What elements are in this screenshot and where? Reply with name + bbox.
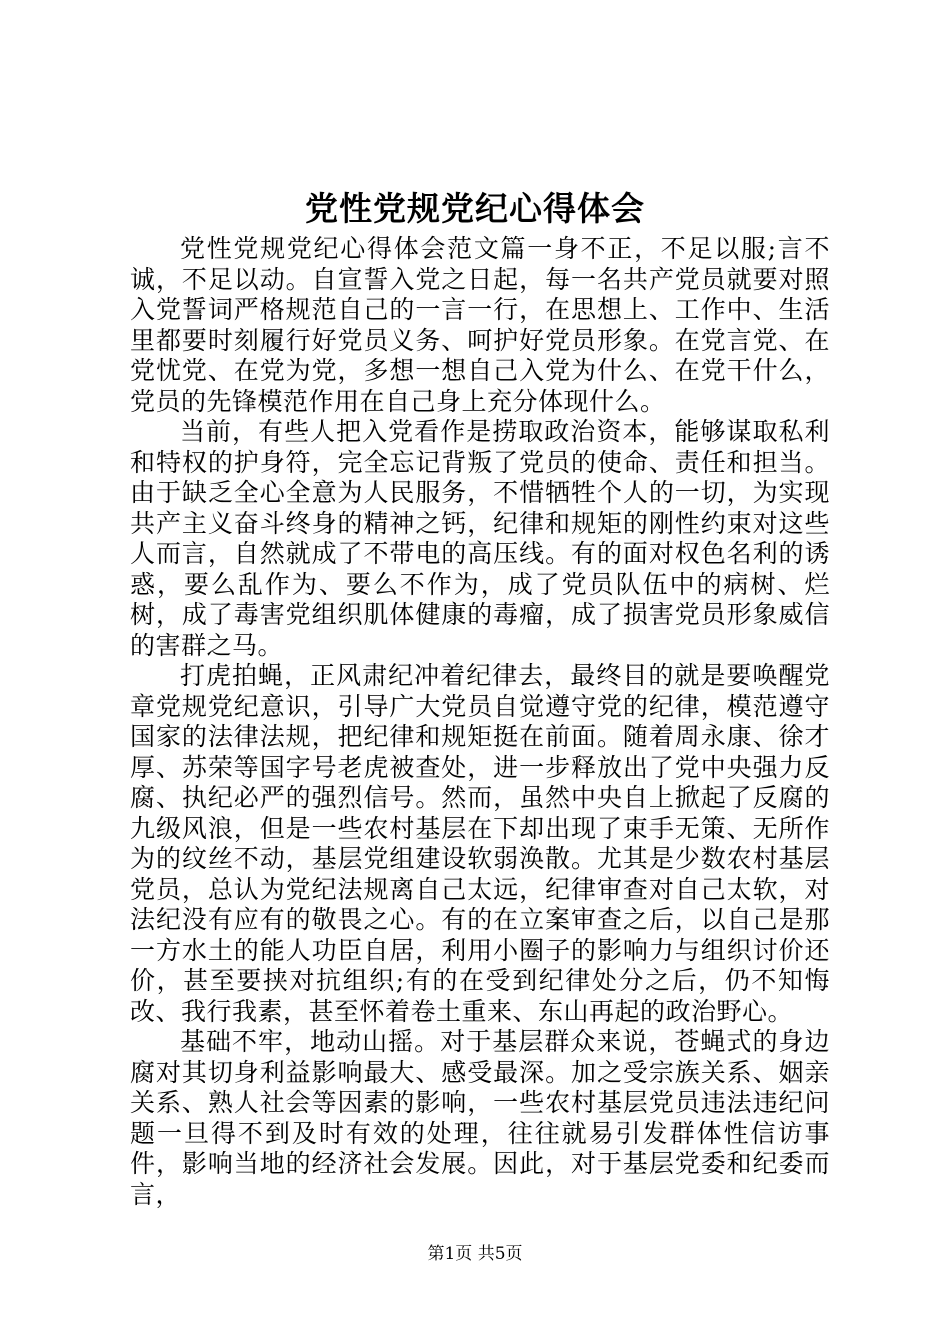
page-number-footer: 第1页 共5页 (427, 1244, 523, 1264)
paragraph-4: 基础不牢，地动山摇。对于基层群众来说，苍蝇式的身边腐对其切身利益影响最大、感受最深。加之受宗族关系、姻亲关系、熟人社会等因素的影响，一些农村基层党员违法违纪问题一旦得不到及时有效的处理，往往就易引发群体性信访事件，影响当地的经济社会发展。因此，对于基层党委和纪委而言， (130, 1027, 830, 1209)
document-body (130, 234, 830, 1210)
paragraph-2: 当前，有些人把入党看作是捞取政治资本，能够谋取私利和特权的护身符，完全忘记背叛了党员的使命、责任和担当。由于缺乏全心全意为人民服务，不惜牺牲个人的一切，为实现共产主义奋斗终身的精神之钙，纪律和规矩的刚性约束对这些人而言，自然就成了不带电的高压线。有的面对权色名利的诱惑，要么乱作为、要么不作为，成了党员队伍中的病树、烂树，成了毒害党组织肌体健康的毒瘤，成了损害党员形象威信的害群之马。 (130, 417, 830, 660)
document-title: 党性党规党纪心得体会 (305, 189, 645, 228)
paragraph-3: 打虎拍蝇，正风肃纪冲着纪律去，最终目的就是要唤醒党章党规党纪意识，引导广大党员自觉遵守党的纪律，模范遵守国家的法律法规，把纪律和规矩挺在前面。随着周永康、徐才厚、苏荣等国字号老虎被查处，进一步释放出了党中央强力反腐、执纪必严的强烈信号。然而，虽然中央自上掀起了反腐的九级风浪，但是一些农村基层在下却出现了束手无策、无所作为的纹丝不动，基层党组建设软弱涣散。尤其是少数农村基层党员，总认为党纪法规离自己太远，纪律审查对自己太软，对法纪没有应有的敬畏之心。有的在立案审查之后，以自己是那一方水土的能人功臣自居，利用小圈子的影响力与组织讨价还价，甚至要挟对抗组织;有的在受到纪律处分之后，仍不知悔改、我行我素，甚至怀着卷土重来、东山再起的政治野心。 (130, 661, 830, 1026)
paragraph-1: 党性党规党纪心得体会范文篇一身不正，不足以服;言不诚，不足以动。自宣誓入党之日起，每一名共产党员就要对照入党誓词严格规范自己的一言一行，在思想上、工作中、生活里都要时刻履行好党员义务、呵护好党员形象。在党言党、在党忧党、在党为党，多想一想自己入党为什么、在党干什么，党员的先锋模范作用在自己身上充分体现什么。 (130, 234, 830, 416)
